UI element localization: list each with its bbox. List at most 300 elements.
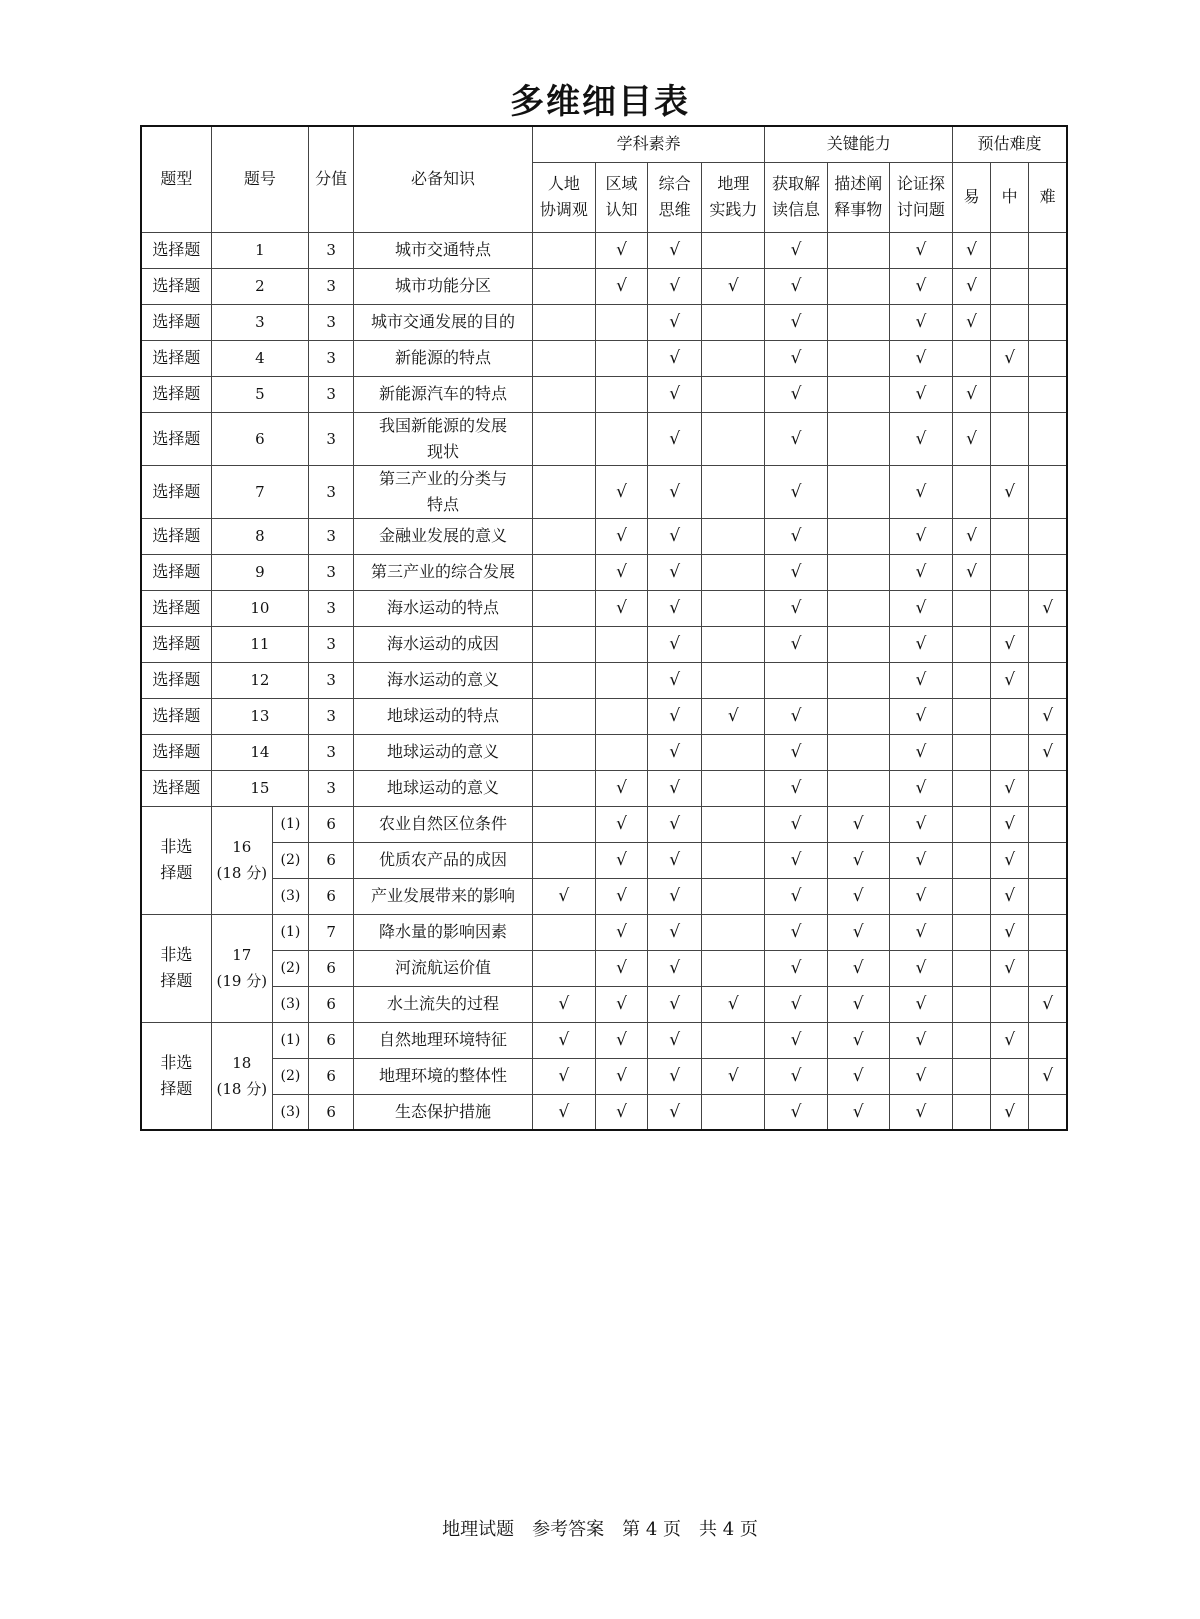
cell-line: 描述阐	[834, 174, 883, 193]
question-number: 1	[211, 232, 308, 268]
check-cell-acquire: √	[765, 950, 827, 986]
cell-line: 城市功能分区	[394, 276, 491, 295]
check-cell-human-land	[532, 554, 595, 590]
check-cell-synthesis: √	[648, 268, 702, 304]
check-cell-describe	[827, 590, 889, 626]
check-cell-human-land: √	[532, 986, 595, 1022]
check-cell-describe	[827, 698, 889, 734]
question-number: 10	[211, 590, 308, 626]
question-score: 3	[309, 412, 354, 465]
check-cell-argue: √	[889, 914, 952, 950]
sub-question-number: (3)	[272, 986, 308, 1022]
question-type: 选择题	[141, 698, 211, 734]
check-cell-practice	[702, 232, 765, 268]
question-type: 选择题	[141, 770, 211, 806]
header-number: 题号	[211, 126, 308, 232]
cell-line: 新能源的特点	[394, 348, 491, 367]
difficulty-cell-medium	[991, 554, 1029, 590]
check-cell-regional	[595, 304, 647, 340]
check-cell-synthesis: √	[648, 698, 702, 734]
difficulty-cell-medium: √	[991, 878, 1029, 914]
check-cell-acquire: √	[765, 734, 827, 770]
table-row	[141, 1022, 1067, 1058]
difficulty-cell-hard	[1029, 878, 1067, 914]
question-score: 3	[309, 465, 354, 518]
check-cell-argue: √	[889, 465, 952, 518]
table-row	[141, 554, 1067, 590]
cell-line: 18	[232, 1053, 252, 1072]
check-cell-describe	[827, 465, 889, 518]
difficulty-cell-easy	[953, 734, 991, 770]
check-cell-synthesis: √	[648, 518, 702, 554]
check-cell-human-land	[532, 950, 595, 986]
check-cell-regional: √	[595, 268, 647, 304]
knowledge-point: 生态保护措施	[354, 1094, 533, 1130]
cell-line: 思维	[658, 200, 691, 219]
check-cell-practice	[702, 842, 765, 878]
check-cell-argue: √	[889, 806, 952, 842]
question-number	[211, 1022, 272, 1130]
cell-line: 获取解	[772, 174, 821, 193]
knowledge-point	[354, 232, 533, 268]
cell-line: 综合	[658, 174, 691, 193]
table-row	[141, 590, 1067, 626]
check-cell-argue: √	[889, 626, 952, 662]
check-cell-describe	[827, 734, 889, 770]
check-cell-synthesis: √	[648, 554, 702, 590]
check-cell-practice	[702, 465, 765, 518]
knowledge-point: 优质农产品的成因	[354, 842, 533, 878]
difficulty-cell-hard	[1029, 914, 1067, 950]
table-row	[141, 770, 1067, 806]
check-cell-practice	[702, 518, 765, 554]
check-cell-acquire: √	[765, 554, 827, 590]
sub-question-number: (2)	[272, 950, 308, 986]
check-cell-argue: √	[889, 232, 952, 268]
difficulty-cell-medium: √	[991, 465, 1029, 518]
check-cell-argue: √	[889, 376, 952, 412]
question-number: 13	[211, 698, 308, 734]
knowledge-point	[354, 554, 533, 590]
difficulty-cell-medium: √	[991, 806, 1029, 842]
check-cell-regional: √	[595, 842, 647, 878]
knowledge-point: 地理环境的整体性	[354, 1058, 533, 1094]
difficulty-cell-hard	[1029, 842, 1067, 878]
subheader-acquire	[765, 162, 827, 232]
check-cell-describe: √	[827, 1022, 889, 1058]
difficulty-cell-easy	[953, 662, 991, 698]
check-cell-describe: √	[827, 986, 889, 1022]
header-knowledge: 必备知识	[354, 126, 533, 232]
question-score: 3	[309, 304, 354, 340]
check-cell-regional	[595, 734, 647, 770]
difficulty-cell-hard	[1029, 662, 1067, 698]
difficulty-cell-easy	[953, 465, 991, 518]
check-cell-acquire: √	[765, 770, 827, 806]
question-number: 9	[211, 554, 308, 590]
check-cell-regional	[595, 340, 647, 376]
question-number: 8	[211, 518, 308, 554]
difficulty-cell-easy	[953, 842, 991, 878]
difficulty-cell-medium	[991, 590, 1029, 626]
check-cell-regional	[595, 698, 647, 734]
check-cell-synthesis: √	[648, 590, 702, 626]
difficulty-cell-easy: √	[953, 232, 991, 268]
cell-line: 16	[232, 838, 252, 856]
question-score: 6	[309, 986, 354, 1022]
difficulty-cell-medium: √	[991, 770, 1029, 806]
check-cell-human-land	[532, 770, 595, 806]
check-cell-acquire: √	[765, 1022, 827, 1058]
cell-line: 协调观	[539, 200, 588, 219]
check-cell-human-land	[532, 518, 595, 554]
question-type: 选择题	[141, 590, 211, 626]
table-row	[141, 268, 1067, 304]
check-cell-argue: √	[889, 268, 952, 304]
check-cell-describe	[827, 518, 889, 554]
check-cell-describe	[827, 626, 889, 662]
cell-line: 地球运动的特点	[386, 706, 499, 725]
check-cell-practice	[702, 412, 765, 465]
check-cell-practice: √	[702, 268, 765, 304]
question-score: 6	[309, 1022, 354, 1058]
check-cell-describe: √	[827, 878, 889, 914]
knowledge-point: 降水量的影响因素	[354, 914, 533, 950]
check-cell-human-land	[532, 590, 595, 626]
check-cell-human-land	[532, 465, 595, 518]
subheader-medium	[991, 162, 1029, 232]
question-number: 4	[211, 340, 308, 376]
check-cell-argue: √	[889, 518, 952, 554]
check-cell-human-land	[532, 842, 595, 878]
check-cell-regional: √	[595, 232, 647, 268]
table-header	[141, 126, 1067, 232]
sub-question-number: (1)	[272, 1022, 308, 1058]
table-row	[141, 376, 1067, 412]
check-cell-synthesis: √	[648, 412, 702, 465]
question-type: 选择题	[141, 268, 211, 304]
question-type: 选择题	[141, 304, 211, 340]
sub-question-number: (3)	[272, 878, 308, 914]
check-cell-describe: √	[827, 1094, 889, 1130]
cell-line: 非选	[160, 837, 193, 856]
question-type: 选择题	[141, 626, 211, 662]
table-row	[141, 806, 1067, 842]
check-cell-synthesis: √	[648, 914, 702, 950]
cell-line: 我国新能源的发展	[378, 415, 507, 435]
question-number: 14	[211, 734, 308, 770]
check-cell-human-land	[532, 698, 595, 734]
check-cell-synthesis: √	[648, 340, 702, 376]
table-row	[141, 914, 1067, 950]
check-cell-human-land: √	[532, 878, 595, 914]
difficulty-cell-medium: √	[991, 340, 1029, 376]
table-row	[141, 518, 1067, 554]
difficulty-cell-easy	[953, 590, 991, 626]
difficulty-cell-medium	[991, 412, 1029, 465]
check-cell-synthesis: √	[648, 376, 702, 412]
check-cell-human-land	[532, 376, 595, 412]
cell-line: 择题	[160, 863, 193, 882]
cell-line: 海水运动的特点	[386, 598, 499, 617]
cell-line: 中	[1001, 187, 1018, 206]
question-number: 3	[211, 304, 308, 340]
check-cell-acquire: √	[765, 518, 827, 554]
sub-question-number: (2)	[272, 1058, 308, 1094]
check-cell-regional: √	[595, 770, 647, 806]
check-cell-regional	[595, 412, 647, 465]
check-cell-practice: √	[702, 698, 765, 734]
cell-line: 讨问题	[896, 200, 945, 219]
check-cell-human-land	[532, 914, 595, 950]
question-number: 15	[211, 770, 308, 806]
check-cell-acquire: √	[765, 304, 827, 340]
knowledge-point	[354, 590, 533, 626]
subheader-regional	[595, 162, 647, 232]
knowledge-point: 河流航运价值	[354, 950, 533, 986]
table-row	[141, 734, 1067, 770]
question-type: 选择题	[141, 554, 211, 590]
cell-line: (18 分)	[216, 1079, 268, 1098]
knowledge-point: 农业自然区位条件	[354, 806, 533, 842]
check-cell-synthesis: √	[648, 304, 702, 340]
check-cell-acquire: √	[765, 465, 827, 518]
difficulty-cell-hard	[1029, 806, 1067, 842]
check-cell-human-land: √	[532, 1022, 595, 1058]
check-cell-practice	[702, 1094, 765, 1130]
cell-line: 非选	[160, 1052, 193, 1072]
table-row	[141, 232, 1067, 268]
question-score: 3	[309, 340, 354, 376]
check-cell-human-land	[532, 232, 595, 268]
sub-question-number: (2)	[272, 842, 308, 878]
check-cell-acquire: √	[765, 986, 827, 1022]
header-group-literacy: 学科素养	[532, 126, 765, 162]
question-type: 选择题	[141, 662, 211, 698]
check-cell-describe: √	[827, 842, 889, 878]
difficulty-cell-hard	[1029, 340, 1067, 376]
check-cell-practice	[702, 806, 765, 842]
cell-line: 城市交通特点	[394, 240, 491, 259]
cell-line: 地球运动的意义	[386, 742, 499, 761]
subheader-human-land	[532, 162, 595, 232]
difficulty-cell-easy: √	[953, 518, 991, 554]
question-score: 6	[309, 842, 354, 878]
check-cell-acquire: √	[765, 340, 827, 376]
difficulty-cell-hard	[1029, 950, 1067, 986]
subheader-practice	[702, 162, 765, 232]
check-cell-human-land	[532, 340, 595, 376]
check-cell-describe	[827, 232, 889, 268]
question-score: 3	[309, 734, 354, 770]
check-cell-regional: √	[595, 986, 647, 1022]
difficulty-cell-hard	[1029, 1022, 1067, 1058]
cell-line: 特点	[426, 494, 459, 514]
difficulty-cell-easy	[953, 698, 991, 734]
subheader-synthesis	[648, 162, 702, 232]
check-cell-practice	[702, 914, 765, 950]
check-cell-practice	[702, 340, 765, 376]
cell-line: 易	[963, 187, 980, 206]
check-cell-synthesis: √	[648, 734, 702, 770]
subheader-argue	[889, 162, 952, 232]
check-cell-practice	[702, 376, 765, 412]
check-cell-human-land	[532, 626, 595, 662]
question-type: 选择题	[141, 734, 211, 770]
check-cell-regional	[595, 626, 647, 662]
difficulty-cell-medium: √	[991, 914, 1029, 950]
check-cell-human-land: √	[532, 1058, 595, 1094]
difficulty-cell-easy	[953, 878, 991, 914]
knowledge-point	[354, 662, 533, 698]
knowledge-point	[354, 698, 533, 734]
table-body	[141, 232, 1067, 1130]
check-cell-practice	[702, 662, 765, 698]
cell-line: 现状	[426, 441, 459, 461]
check-cell-practice	[702, 770, 765, 806]
question-number: 2	[211, 268, 308, 304]
cell-line: 第三产业的综合发展	[370, 562, 515, 581]
cell-line: 非选	[160, 945, 193, 964]
difficulty-cell-hard	[1029, 770, 1067, 806]
sub-question-number: (1)	[272, 914, 308, 950]
table-row	[141, 412, 1067, 465]
knowledge-point: 水土流失的过程	[354, 986, 533, 1022]
table-row	[141, 304, 1067, 340]
difficulty-cell-easy	[953, 1094, 991, 1130]
difficulty-cell-easy: √	[953, 304, 991, 340]
check-cell-synthesis: √	[648, 626, 702, 662]
check-cell-argue: √	[889, 842, 952, 878]
knowledge-point	[354, 465, 533, 518]
question-number: 6	[211, 412, 308, 465]
question-score: 7	[309, 914, 354, 950]
knowledge-point	[354, 770, 533, 806]
subheader-easy	[953, 162, 991, 232]
check-cell-argue: √	[889, 698, 952, 734]
subheader-describe	[827, 162, 889, 232]
check-cell-argue: √	[889, 340, 952, 376]
check-cell-human-land: √	[532, 1094, 595, 1130]
check-cell-regional: √	[595, 1022, 647, 1058]
check-cell-regional: √	[595, 518, 647, 554]
difficulty-cell-hard	[1029, 232, 1067, 268]
check-cell-regional: √	[595, 878, 647, 914]
difficulty-cell-easy: √	[953, 554, 991, 590]
check-cell-acquire: √	[765, 698, 827, 734]
cell-line: 海水运动的意义	[386, 670, 499, 689]
knowledge-point: 自然地理环境特征	[354, 1022, 533, 1058]
cell-line: 择题	[160, 1078, 193, 1098]
knowledge-point: 产业发展带来的影响	[354, 878, 533, 914]
difficulty-cell-easy	[953, 950, 991, 986]
check-cell-practice	[702, 1022, 765, 1058]
knowledge-point	[354, 376, 533, 412]
difficulty-cell-hard	[1029, 304, 1067, 340]
cell-line: 金融业发展的意义	[378, 526, 507, 545]
check-cell-acquire: √	[765, 590, 827, 626]
difficulty-cell-easy	[953, 770, 991, 806]
knowledge-point	[354, 340, 533, 376]
question-score: 3	[309, 232, 354, 268]
check-cell-acquire: √	[765, 376, 827, 412]
check-cell-practice	[702, 734, 765, 770]
check-cell-synthesis: √	[648, 878, 702, 914]
question-number: 5	[211, 376, 308, 412]
question-type: 选择题	[141, 518, 211, 554]
check-cell-acquire: √	[765, 412, 827, 465]
question-type: 选择题	[141, 376, 211, 412]
difficulty-cell-easy	[953, 1022, 991, 1058]
check-cell-synthesis: √	[648, 842, 702, 878]
check-cell-acquire: √	[765, 878, 827, 914]
difficulty-cell-medium: √	[991, 662, 1029, 698]
difficulty-cell-easy: √	[953, 268, 991, 304]
difficulty-cell-easy	[953, 914, 991, 950]
page-footer: 地理试题 参考答案 第 4 页 共 4 页	[442, 1519, 758, 1540]
difficulty-cell-hard	[1029, 376, 1067, 412]
difficulty-cell-medium	[991, 698, 1029, 734]
check-cell-synthesis: √	[648, 770, 702, 806]
sub-question-number: (3)	[272, 1094, 308, 1130]
knowledge-point	[354, 626, 533, 662]
check-cell-argue: √	[889, 304, 952, 340]
knowledge-point	[354, 734, 533, 770]
difficulty-cell-easy	[953, 340, 991, 376]
cell-line: 新能源汽车的特点	[378, 384, 507, 403]
check-cell-argue: √	[889, 734, 952, 770]
difficulty-cell-hard: √	[1029, 1058, 1067, 1094]
check-cell-regional: √	[595, 1094, 647, 1130]
check-cell-synthesis: √	[648, 806, 702, 842]
difficulty-cell-medium	[991, 376, 1029, 412]
difficulty-cell-hard	[1029, 465, 1067, 518]
check-cell-argue: √	[889, 1022, 952, 1058]
header-group-ability: 关键能力	[765, 126, 953, 162]
subheader-hard	[1029, 162, 1067, 232]
difficulty-cell-medium	[991, 986, 1029, 1022]
difficulty-cell-medium	[991, 304, 1029, 340]
check-cell-acquire: √	[765, 914, 827, 950]
check-cell-argue: √	[889, 554, 952, 590]
difficulty-cell-medium	[991, 734, 1029, 770]
check-cell-practice	[702, 304, 765, 340]
check-cell-describe	[827, 268, 889, 304]
check-cell-acquire: √	[765, 232, 827, 268]
question-score: 3	[309, 376, 354, 412]
difficulty-cell-medium: √	[991, 950, 1029, 986]
cell-line: 释事物	[834, 200, 883, 219]
cell-line: 认知	[605, 200, 638, 219]
difficulty-cell-hard	[1029, 268, 1067, 304]
cell-line: 论证探	[896, 174, 945, 193]
table-row	[141, 698, 1067, 734]
cell-line: 实践力	[709, 200, 758, 219]
check-cell-argue: √	[889, 770, 952, 806]
difficulty-cell-hard	[1029, 412, 1067, 465]
check-cell-regional: √	[595, 465, 647, 518]
check-cell-regional: √	[595, 1058, 647, 1094]
cell-line: 区域	[605, 174, 638, 193]
cell-line: 第三产业的分类与	[378, 468, 507, 488]
cell-line: 城市交通发展的目的	[370, 312, 515, 331]
check-cell-acquire: √	[765, 842, 827, 878]
check-cell-describe	[827, 304, 889, 340]
check-cell-argue: √	[889, 1094, 952, 1130]
table-row	[141, 626, 1067, 662]
check-cell-synthesis: √	[648, 1022, 702, 1058]
check-cell-synthesis: √	[648, 662, 702, 698]
